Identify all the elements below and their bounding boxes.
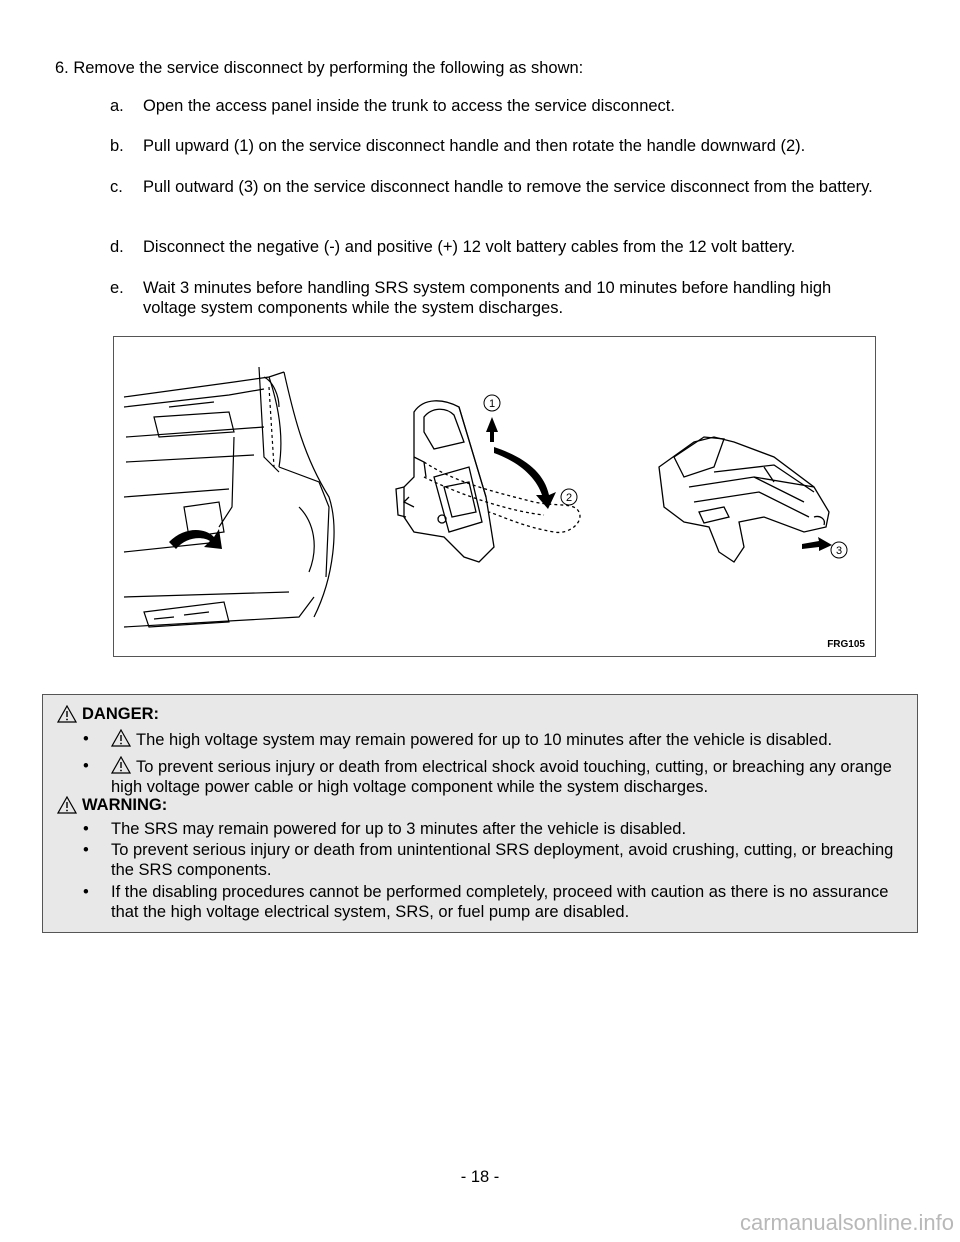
substep-letter: d. <box>110 238 124 256</box>
warning-item-1 <box>83 819 903 839</box>
callout-2 <box>561 489 577 505</box>
warning-item-text: If the disabling procedures cannot be performed completely, proceed with caution as there is no assurance that the high voltage electrical system, SRS, or fuel pump are disabled. <box>111 883 889 921</box>
danger-item-text: To prevent serious injury or death from electrical shock avoid touching, cutting, or breaching any orange high voltage power cable or high voltage component while the system discharges. <box>111 758 892 796</box>
bullet: • <box>83 883 89 901</box>
danger-label: DANGER: <box>82 705 159 723</box>
rotate-arrow-icon <box>169 529 222 549</box>
substep-b <box>110 136 880 156</box>
warning-triangle-icon <box>57 796 77 814</box>
watermark: carmanualsonline.info <box>739 1210 954 1235</box>
substep-text: Pull outward (3) on the service disconnect handle to remove the service disconnect from the battery. <box>143 178 873 196</box>
figure-illustration <box>114 337 875 656</box>
substep-a <box>110 96 880 116</box>
warning-triangle-icon <box>111 729 131 747</box>
callout-1-label: 1 <box>488 398 496 410</box>
substep-letter: c. <box>110 178 123 196</box>
warning-item-3 <box>83 882 903 922</box>
disconnect-handle-pull-up <box>396 401 580 562</box>
substep-letter: a. <box>110 97 124 115</box>
callout-1 <box>484 395 500 411</box>
bullet: • <box>83 820 89 838</box>
bullet: • <box>83 757 89 775</box>
substep-text: Pull upward (1) on the service disconnect handle and then rotate the handle downward (2). <box>143 137 806 155</box>
warning-header <box>57 795 167 815</box>
up-arrow-icon <box>486 417 498 442</box>
danger-item-text: The high voltage system may remain powered for up to 10 minutes after the vehicle is disabled. <box>136 731 833 749</box>
caution-box <box>42 694 918 933</box>
callout-2-label: 2 <box>565 492 573 504</box>
substep-text: Open the access panel inside the trunk to access the service disconnect. <box>143 97 675 115</box>
warning-item-2 <box>83 840 903 880</box>
warning-triangle-icon <box>111 756 131 774</box>
danger-item-2 <box>83 756 903 797</box>
substep-letter: e. <box>110 279 124 297</box>
callout-3-label: 3 <box>835 545 843 557</box>
danger-item-1 <box>83 729 903 750</box>
outward-arrow-icon <box>802 537 832 551</box>
callout-3 <box>831 542 847 558</box>
bullet: • <box>83 730 89 748</box>
substep-letter: b. <box>110 137 124 155</box>
service-disconnect-figure <box>113 336 876 657</box>
danger-header <box>57 704 159 724</box>
page-number: - 18 - <box>460 1168 500 1186</box>
warning-item-text: To prevent serious injury or death from unintentional SRS deployment, avoid crushing, cutting, or breaching the SRS components. <box>111 841 894 879</box>
trunk-illustration <box>124 367 334 627</box>
substep-d <box>110 237 880 257</box>
step-heading: 6. Remove the service disconnect by performing the following as shown: <box>55 59 584 77</box>
substep-c <box>110 177 880 197</box>
disconnect-handle-pull-out <box>659 437 829 562</box>
bullet: • <box>83 841 89 859</box>
substep-text: Wait 3 minutes before handling SRS system components and 10 minutes before handling high voltage system components while the system discharges. <box>143 279 832 317</box>
substep-text: Disconnect the negative (-) and positive (+) 12 volt battery cables from the 12 volt battery. <box>143 238 796 256</box>
substep-e <box>110 278 880 318</box>
warning-triangle-icon <box>57 705 77 723</box>
figure-code: FRG105 <box>827 639 865 650</box>
warning-item-text: The SRS may remain powered for up to 3 minutes after the vehicle is disabled. <box>111 820 687 838</box>
warning-label: WARNING: <box>82 796 168 814</box>
